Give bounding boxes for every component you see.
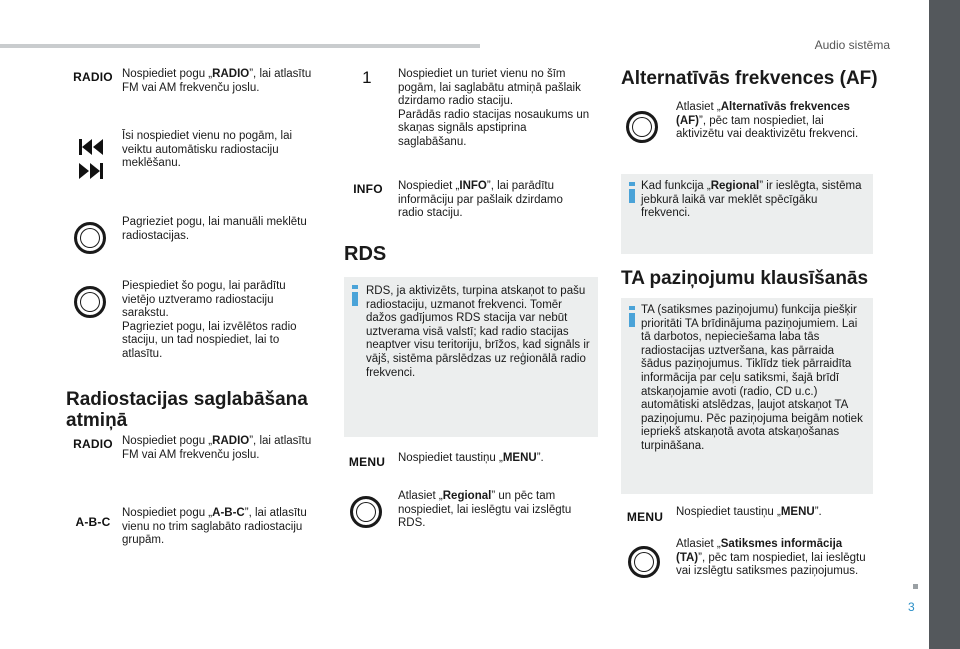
- page-marker: [913, 584, 918, 589]
- af-note-text: Kad funkcija „Regional” ir ieslēgta, sistēma jebkurā laikā var meklēt spēcīgāku frekvenci.: [641, 180, 862, 220]
- heading-ta: TA paziņojumu klausīšanās: [621, 268, 869, 289]
- ta-select-instruction: Atlasiet „Satiksmes informācija (TA)”, pēc tam nospiediet, lai ieslēgtu vai izslēgtu satiksmes paziņojumus.: [676, 538, 866, 578]
- ta-note-box: [621, 298, 873, 494]
- heading-rds: RDS: [344, 243, 387, 265]
- radio-instruction-2: Nospiediet pogu „RADIO”, lai atlasītu FM vai AM frekvenču joslu.: [122, 435, 312, 461]
- info-button-label: INFO: [353, 182, 383, 196]
- info-instruction: Nospiediet „INFO”, lai parādītu informāciju par pašlaik dzirdamo radio staciju.: [398, 180, 563, 220]
- radio-button-label: RADIO: [73, 70, 113, 84]
- seek-instruction: Īsi nospiediet vienu no pogām, lai veiktu automātisku radiostaciju meklēšanu.: [122, 130, 293, 170]
- menu-instruction: Nospiediet taustiņu „MENU”.: [398, 452, 544, 464]
- af-note-box: [621, 174, 873, 254]
- radio-instruction: Nospiediet pogu „RADIO”, lai atlasītu FM vai AM frekvenču joslu.: [122, 68, 312, 94]
- abc-button-label: A-B-C: [75, 515, 111, 529]
- regional-instruction: Atlasiet „Regional” un pēc tam nospiediet, lai ieslēgtu vai izslēgtu RDS.: [398, 490, 572, 530]
- menu-button-label: MENU: [626, 510, 664, 524]
- rotary-knob-icon: [628, 546, 660, 578]
- previous-track-icon: [78, 138, 104, 156]
- rotary-knob-icon: [350, 496, 382, 528]
- rds-note-box: [344, 277, 598, 437]
- side-strip: [929, 0, 960, 649]
- header-rule: [0, 44, 480, 48]
- info-icon: [629, 306, 635, 327]
- next-track-icon: [78, 162, 104, 180]
- info-icon: [629, 182, 635, 203]
- rds-note-text: RDS, ja aktivizēts, turpina atskaņot to pašu radiostaciju, uzmanot frekvenci. Tomēr dažos gadījumos RDS stacija var nebūt uztverama visā valstī; kad radio stacijas neaptver visu teritoriju, brīžos, kad signāls ir vājš, sistēma pārslēdzas uz reģionālā radio frekvenci.: [366, 285, 590, 379]
- radio-button-label: RADIO: [73, 437, 113, 451]
- preset-store-instruction: Nospiediet un turiet vienu no šīm pogām, lai saglabātu atmiņā pašlaik dzirdamo radio staciju. Parādās radio stacijas nosaukums un skaņas signāls apstiprina saglabāšanu.: [398, 68, 590, 148]
- info-icon: [352, 285, 358, 306]
- abc-instruction: Nospiediet pogu „A-B-C”, lai atlasītu vienu no trim saglabāto radiostaciju grupām.: [122, 507, 307, 547]
- ta-note-text: TA (satiksmes paziņojumu) funkcija piešķir prioritāti TA brīdinājuma paziņojumiem. Lai tā darbotos, nepieciešama laba tās radiostacijas uztveršana, kas pārraida šādus paziņojumus. Tiklīdz tiek pārraidīta informācija par ceļu satiksmi, šajā brīdī atskaņojamie avoti (radio, CD u.c.) automātiski atslēdzas, ļaujot atskaņot TA paziņojumu. Pēc paziņojuma beigām notiek iepriekš atskaņotā avota atskaņošanas turpināšana.: [641, 304, 863, 452]
- heading-station-storage: Radiostacijas saglabāšana atmiņā: [66, 389, 308, 431]
- rotary-knob-icon: [74, 222, 106, 254]
- rotary-knob-icon: [626, 111, 658, 143]
- station-list-instruction: Piespiediet šo pogu, lai parādītu vietējo uztveramo radiostaciju sarakstu. Pagrieziet pogu, lai izvēlētos radio staciju, un tad nospiediet, lai to atlasītu.: [122, 280, 297, 360]
- menu-instruction-2: Nospiediet taustiņu „MENU”.: [676, 506, 822, 518]
- rotary-knob-icon: [74, 286, 106, 318]
- menu-button-label: MENU: [348, 455, 386, 469]
- af-instruction: Atlasiet „Alternatīvās frekvences (AF)”, pēc tam nospiediet, lai aktivizētu vai deaktivizētu frekvenci.: [676, 101, 859, 141]
- page-number: 3: [908, 600, 915, 614]
- section-title: Audio sistēma: [814, 38, 890, 52]
- manual-search-instruction: Pagrieziet pogu, lai manuāli meklētu radiostacijas.: [122, 216, 307, 242]
- preset-button-label: 1: [362, 68, 372, 87]
- heading-af: Alternatīvās frekvences (AF): [621, 68, 878, 89]
